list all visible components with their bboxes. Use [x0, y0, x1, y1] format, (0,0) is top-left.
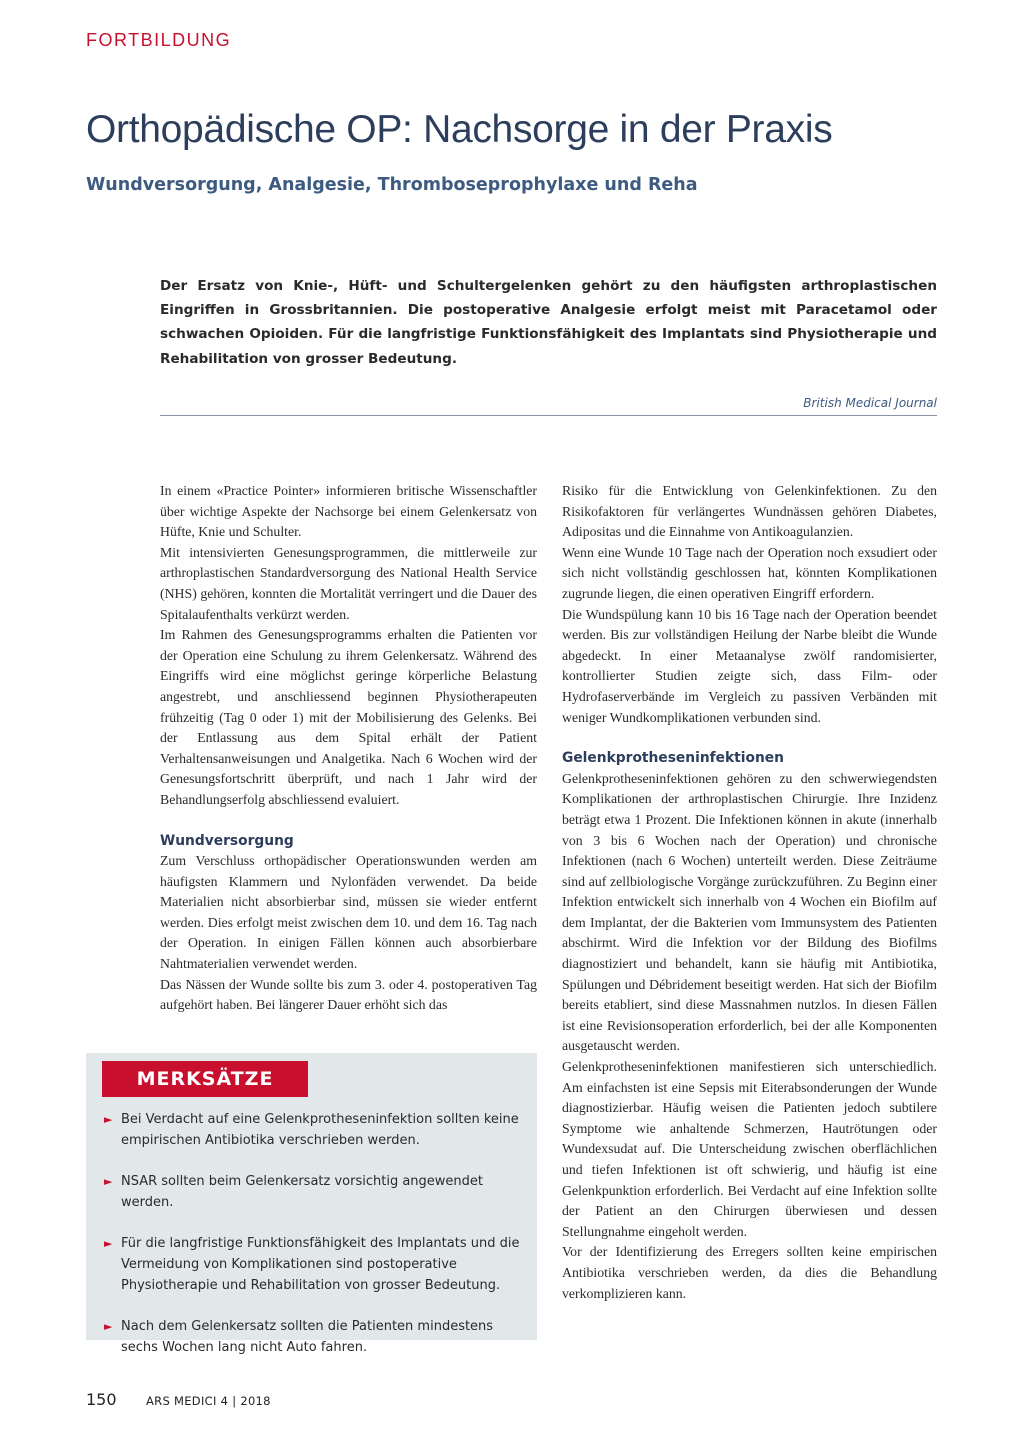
triangle-bullet-icon: ►: [104, 1113, 113, 1126]
body-paragraph: Das Nässen der Wunde sollte bis zum 3. oder 4. postoperativen Tag aufgehört haben. Bei längerer Dauer erhöht sich das: [160, 976, 537, 1013]
right-column: [562, 481, 937, 1304]
merksatz-text: Nach dem Gelenkersatz sollten die Patienten mindestens sechs Wochen lang nicht Auto fahren.: [121, 1319, 494, 1355]
body-paragraph: Wenn eine Wunde 10 Tage nach der Operation noch exsudiert oder sich nicht vollständig geschlossen hat, könnten Komplikationen zugrunde liegen, die einen operativen Eingriff erfordern.: [562, 544, 937, 601]
merksatz-item: [104, 1172, 529, 1213]
body-paragraph: Risiko für die Entwicklung von Gelenkinfektionen. Zu den Risikofaktoren für verlängertes Wundnässen gehören Diabetes, Adipositas und die Einnahme von Antikoagulanzien.: [562, 483, 937, 540]
section-heading-wundversorgung: Wundversorgung: [160, 832, 294, 849]
body-paragraph: Vor der Identifizierung des Erregers sollten keine empirischen Antibiotika verschrieben werden, da dies die Behandlung verkomplizieren kann.: [562, 1244, 937, 1301]
section-label: FORTBILDUNG: [86, 30, 232, 50]
article-title: Orthopädische OP: Nachsorge in der Praxis: [86, 108, 833, 151]
journal-issue: ARS MEDICI 4 | 2018: [146, 1394, 271, 1408]
merksatz-text: Bei Verdacht auf eine Gelenkprotheseninfektion sollten keine empirischen Antibiotika verschrieben werden.: [121, 1112, 519, 1148]
body-paragraph: Mit intensivierten Genesungsprogrammen, die mittlerweile zur arthroplastischen Standardversorgung des National Health Service (NHS) gehören, konnten die Mortalität verringert und die Dauer des Spitalaufenthalts verkürzt werden.: [160, 544, 537, 622]
body-paragraph: In einem «Practice Pointer» informieren britische Wissenschaftler über wichtige Aspekte der Nachsorge bei einem Gelenkersatz von Hüfte, Knie und Schulter.: [160, 483, 537, 540]
triangle-bullet-icon: ►: [104, 1237, 113, 1251]
lead-paragraph: Der Ersatz von Knie-, Hüft- und Schultergelenken gehört zu den häufigsten arthroplastischen Eingriffen in Grossbritannien. Die postoperative Analgesie erfolgt meist mit Paracetamol oder schwachen Opioiden. Für die langfristige Funktionsfähigkeit des Implantats sind Physiotherapie und Rehabilitation von grosser Bedeutung.: [160, 278, 937, 367]
body-paragraph: Gelenkprotheseninfektionen gehören zu den schwerwiegendsten Komplikationen der arthroplastischen Chirurgie. Ihre Inzidenz beträgt etwa 1 Prozent. Die Infektionen können in akute (innerhalb von 3 bis 6 Wochen nach der Operation) und chronische Infektionen (nach 6 Wochen) unterteilt werden. Diese Zeiträume sind auf zellbiologische Vorgänge zurückzuführen. Zu Beginn einer Infektion entwickelt sich innerhalb von 4 Wochen ein Biofilm auf dem Implantat, der die Bakterien vom Immunsystem des Patienten abschirmt. Wird die Infektion vor der Bildung des Biofilms diagnostiziert und behandelt, kann sie häufig mit Antibiotika, Spülungen und Débridement beseitigt werden. Hat sich der Biofilm bereits etabliert, sind diese Massnahmen nutzlos. In diesen Fällen ist eine Revisionsoperation erforderlich, bei der alle Komponenten ausgetauscht werden.: [562, 770, 937, 1054]
merksatz-item: [104, 1234, 529, 1296]
triangle-bullet-icon: ►: [104, 1175, 113, 1189]
merksatz-item: [104, 1110, 529, 1151]
section-heading-gelenkprotheseninfektionen: Gelenkprotheseninfektionen: [562, 750, 784, 767]
body-paragraph: Zum Verschluss orthopädischer Operationswunden werden am häufigsten Klammern und Nylonfäden verwendet. Da beide Materialien nicht absorbierbar sind, müssen sie wieder entfernt werden. Dies erfolgt meist zwischen dem 10. und dem 16. Tag nach der Operation. In einigen Fällen können auch absorbierbare Nahtmaterialien verwendet werden.: [160, 853, 537, 972]
merksatz-text: Für die langfristige Funktionsfähigkeit des Implantats und die Vermeidung von Komplikationen sind postoperative Physiotherapie und Rehabilitation von grosser Bedeutung.: [121, 1236, 520, 1293]
merksaetze-list: [104, 1110, 529, 1379]
merksatz-item: [104, 1317, 529, 1358]
article-subtitle: Wundversorgung, Analgesie, Thromboseprophylaxe und Reha: [86, 175, 698, 195]
merksatz-text: NSAR sollten beim Gelenkersatz vorsichtig angewendet werden.: [121, 1174, 484, 1210]
triangle-bullet-icon: ►: [104, 1320, 113, 1334]
page-number: 150: [86, 1390, 117, 1409]
body-paragraph: Im Rahmen des Genesungsprogramms erhalten die Patienten vor der Operation eine Schulung zu ihrem Gelenkersatz. Während des Eingriffs wird eine möglichst geringe körperliche Belastung angestrebt, und anschliessend beginnen Physiotherapeuten frühzeitig (Tag 0 oder 1) mit der Mobilisierung des Gelenks. Bei der Entlassung aus dem Spital erhält der Patient Verhaltensanweisungen und Analgetika. Nach 6 Wochen wird der Genesungsfortschritt überprüft, und nach 1 Jahr wird der Behandlungserfolg abschliessend evaluiert.: [160, 627, 537, 807]
source-attribution: British Medical Journal: [160, 396, 937, 416]
merksaetze-title: MERKSÄTZE: [102, 1061, 308, 1097]
left-column: [160, 481, 537, 1016]
body-paragraph: Gelenkprotheseninfektionen manifestieren sich unterschiedlich. Am einfachsten ist eine Sepsis mit Eiterabsonderungen der Wunde diagnostizierbar. Häufig weisen die Patienten jedoch subtilere Symptome wie anhaltende Schmerzen, Hautrötungen oder Wundexsudat auf. Die Unterscheidung zwischen oberflächlichen und tiefen Infektionen ist oft schwierig, und häufig ist eine Gelenkpunktion erforderlich. Bei Verdacht auf eine Infektion sollte der Patient an den Chirurgen überwiesen und dessen Stellungnahme eingeholt werden.: [562, 1059, 937, 1239]
body-paragraph: Die Wundspülung kann 10 bis 16 Tage nach der Operation beendet werden. Bis zur vollständigen Heilung der Narbe bleibt die Wunde abgedeckt. In einer Metaanalyse zwölf randomisierter, kontrollierter Studien zeigte sich, dass Film- oder Hydrofaserverbände im Vergleich zu passiven Verbänden mit weniger Wundkomplikationen verbunden sind.: [562, 606, 937, 725]
